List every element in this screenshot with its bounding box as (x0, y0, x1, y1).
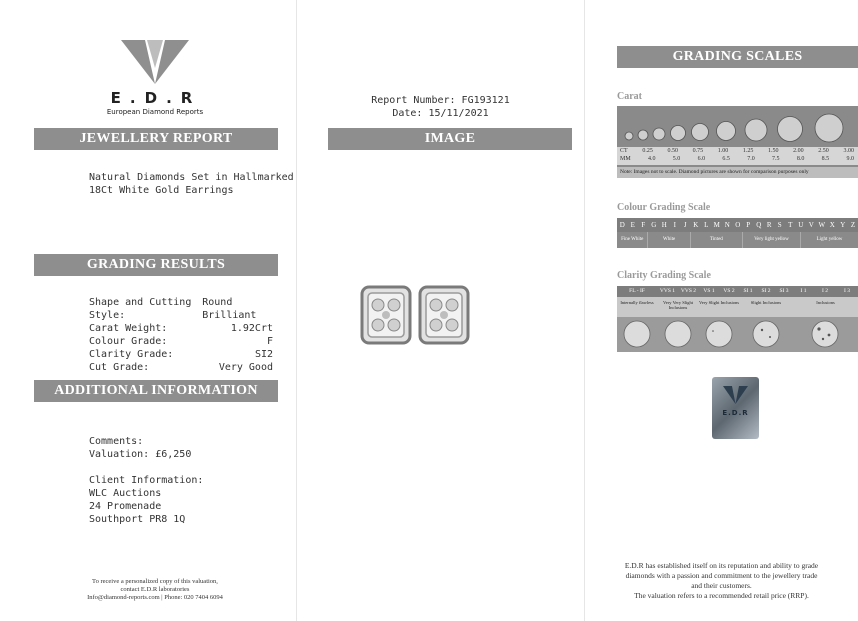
carat-ct: 2.50 (818, 148, 829, 154)
report-date: Date: 15/11/2021 (392, 108, 489, 119)
diamond-logo-icon (121, 38, 189, 86)
carat-mm: 8.0 (796, 156, 805, 162)
clarity-group: Very Slight Inclusions (699, 300, 739, 305)
left-panel (0, 0, 296, 621)
result-row-cut (89, 361, 273, 374)
carat-mm: 6.5 (722, 156, 730, 162)
clarity-grade: VS 1 (703, 288, 715, 294)
colour-group: Fine White (617, 232, 648, 248)
carat-note: Note: Images not to scale. Diamond pictures are shown for comparison purposes only (617, 167, 858, 178)
clarity-grade: VVS 2 (680, 288, 697, 294)
closing-line: E.D.R has established itself on its reputation and ability to grade (624, 561, 819, 570)
earring-right (420, 287, 468, 343)
colour-letter: U (798, 221, 804, 229)
carat-mm: 4.0 (647, 156, 656, 162)
seal-diamond-icon (723, 385, 748, 405)
client-line: Southport PR8 1Q (89, 514, 186, 525)
colour-letter: F (641, 221, 646, 229)
colour-letter: H (661, 221, 667, 229)
result-value: Round Brilliant (202, 297, 257, 321)
additional-information (89, 435, 203, 526)
carat-mm: 6.0 (697, 156, 706, 162)
colour-letter: T (788, 221, 793, 229)
colour-letter: V (808, 221, 814, 229)
colour-letter: L (704, 221, 709, 229)
colour-letter: S (777, 221, 782, 229)
brand-initials: E.D.R (110, 89, 202, 107)
report-number: Report Number: FG193121 (371, 95, 510, 106)
earring-left (362, 287, 410, 343)
colour-scale (617, 218, 858, 248)
carat-values (617, 147, 858, 165)
carat-ct: 3.00 (843, 148, 854, 154)
colour-group: Light yellow (816, 237, 843, 242)
result-row-colour (89, 335, 273, 348)
clarity-grade: FL - IF (629, 288, 645, 294)
footer-line: To receive a personalized copy of this valuation, (92, 578, 218, 585)
colour-letters (617, 218, 858, 232)
result-label: Clarity Grade: (89, 349, 174, 360)
clarity-grade: I 2 (822, 288, 828, 294)
certified-seal (712, 377, 759, 439)
additional-information-header: ADDITIONAL INFORMATION (34, 380, 278, 402)
valuation: Valuation: £6,250 (89, 449, 192, 460)
carat-mm: 7.0 (747, 156, 755, 162)
result-value: 1.92Crt (230, 323, 273, 334)
carat-diamonds (617, 106, 858, 146)
colour-letter: J (683, 221, 687, 229)
description-line: Natural Diamonds Set in Hallmarked (89, 172, 294, 183)
image-header: IMAGE (328, 128, 572, 150)
clarity-grade: VVS 1 (659, 288, 676, 294)
carat-mm: 9.0 (846, 156, 854, 162)
clarity-grade: SI 3 (779, 288, 789, 294)
client-line: 24 Promenade (89, 501, 162, 512)
clarity-diamonds (617, 317, 858, 352)
carat-ct: 1.00 (717, 148, 729, 154)
colour-title: Colour Grading Scale (617, 202, 711, 213)
description-line: 18Ct White Gold Earrings (89, 185, 234, 196)
colour-letter: Y (840, 221, 846, 229)
result-value: F (266, 336, 273, 347)
brand-name: European Diamond Reports (106, 108, 204, 116)
result-label: Shape and Cutting Style: (89, 297, 192, 321)
result-value: SI2 (254, 349, 273, 360)
colour-letter: P (746, 221, 751, 229)
carat-ct: 0.25 (642, 148, 653, 154)
colour-letter: D (619, 221, 625, 229)
result-value: Very Good (218, 362, 273, 373)
carat-ct: 1.50 (768, 148, 779, 154)
colour-letter: N (724, 221, 730, 229)
carat-title: Carat (617, 91, 642, 102)
carat-ct: 0.50 (667, 148, 678, 154)
result-label: Carat Weight: (89, 323, 168, 334)
clarity-grades (617, 286, 858, 297)
colour-groups (617, 232, 858, 248)
closing-statement (585, 561, 858, 601)
footer-line: Info@diamond-reports.com | Phone: 020 7404 6094 (87, 594, 223, 601)
comments-label: Comments: (89, 436, 144, 447)
colour-letter: R (766, 221, 772, 229)
grading-results-list (89, 296, 273, 374)
clarity-grade: I 1 (800, 288, 807, 294)
carat-scale (617, 106, 858, 178)
client-label: Client Information: (89, 475, 204, 486)
rrp-line: The valuation refers to a recommended retail price (RRP). (634, 591, 809, 600)
result-row-shape (89, 296, 273, 322)
colour-group: Tinted (691, 232, 743, 248)
carat-ct-label: CT (620, 148, 628, 154)
clarity-group: Slight Inclusions (750, 300, 782, 305)
colour-letter: E (630, 221, 635, 229)
clarity-scale (617, 286, 858, 352)
clarity-grade: SI 2 (761, 288, 771, 294)
clarity-title: Clarity Grading Scale (617, 270, 711, 281)
clarity-grade: SI 1 (743, 288, 753, 294)
middle-panel (297, 0, 584, 621)
earrings-image (358, 283, 472, 349)
colour-letter: K (693, 221, 699, 229)
result-row-carat (89, 322, 273, 335)
colour-letter: O (735, 221, 741, 229)
carat-mm: 7.5 (772, 156, 780, 162)
carat-mm: 8.5 (821, 156, 830, 162)
colour-letter: M (713, 221, 720, 229)
colour-letter: W (818, 221, 826, 229)
colour-group: White (648, 232, 690, 248)
result-label: Colour Grade: (89, 336, 168, 347)
clarity-groups (617, 297, 858, 317)
carat-ct: 1.25 (742, 148, 754, 154)
colour-letter: I (673, 221, 676, 229)
clarity-group: Very Very Slight Inclusions (663, 300, 693, 310)
carat-ct: 2.00 (793, 148, 804, 154)
result-row-clarity (89, 348, 273, 361)
carat-mm-label: MM (620, 156, 631, 162)
item-description (89, 171, 294, 197)
colour-letter: Q (756, 221, 762, 229)
footer-line: contact E.D.R laboratories (120, 586, 190, 593)
seal-initials: E.D.R (722, 409, 749, 417)
right-panel (585, 0, 858, 621)
clarity-grade: I 3 (844, 288, 850, 294)
result-label: Cut Grade: (89, 362, 150, 373)
colour-letter: G (651, 221, 657, 229)
grading-results-header: GRADING RESULTS (34, 254, 278, 276)
client-line: WLC Auctions (89, 488, 162, 499)
colour-letter: Z (850, 221, 856, 229)
closing-line: and their customers. (691, 581, 752, 590)
colour-group: Very light yellow (743, 232, 801, 248)
grading-scales-header: GRADING SCALES (617, 46, 858, 68)
jewellery-report-header: JEWELLERY REPORT (34, 128, 278, 150)
contact-footer (60, 578, 250, 602)
colour-letter: X (829, 221, 835, 229)
clarity-group: Internally flawless (620, 300, 654, 305)
clarity-grade: VS 2 (723, 288, 735, 294)
carat-mm: 5.0 (672, 156, 681, 162)
carat-ct: 0.75 (692, 148, 704, 154)
clarity-group: Inclusions (816, 300, 835, 305)
closing-line: diamonds with a passion and commitment to the jewellery trade (625, 571, 818, 580)
